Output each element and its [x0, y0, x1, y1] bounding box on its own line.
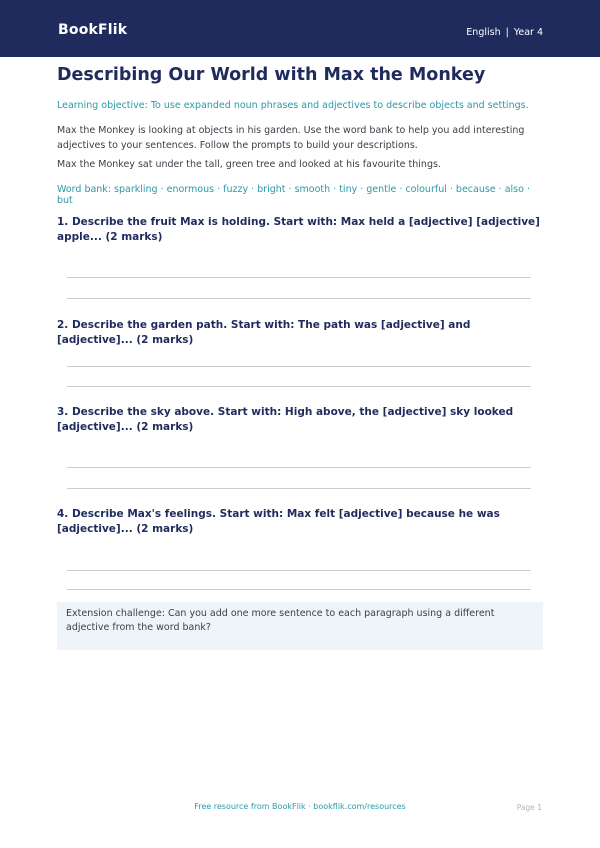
learning-objective: Learning objective: To use expanded noun phrases and adjectives to describe objects and settings.	[57, 100, 529, 111]
subject-year	[466, 27, 543, 38]
page-title: Describing Our World with Max the Monkey	[57, 65, 486, 85]
story-sentence: Max the Monkey sat under the tall, green tree and looked at his favourite things.	[57, 159, 441, 170]
header-bar	[0, 0, 600, 57]
answer-line[interactable]	[67, 488, 531, 489]
answer-line[interactable]	[67, 298, 531, 299]
intro-paragraph: Max the Monkey is looking at objects in his garden. Use the word bank to help you add interesting adjectives to your sentences. Follow the prompts to build your descriptions.	[57, 125, 525, 151]
answer-line[interactable]	[67, 467, 531, 468]
question-1: 1. Describe the fruit Max is holding. Start with: Max held a [adjective] [adjective] apple... (2 marks)	[57, 216, 540, 243]
answer-line[interactable]	[67, 366, 531, 367]
answer-line[interactable]	[67, 589, 531, 590]
question-3: 3. Describe the sky above. Start with: High above, the [adjective] sky looked [adjective]... (2 marks)	[57, 406, 514, 433]
question-4: 4. Describe Max's feelings. Start with: Max felt [adjective] because he was [adjective]... (2 marks)	[57, 508, 500, 535]
subject-label: English	[466, 27, 501, 38]
brand-logo[interactable]: BookFlik	[58, 22, 128, 38]
answer-line[interactable]	[67, 277, 531, 278]
meta-separator: |	[505, 27, 509, 38]
extension-challenge-box: Extension challenge: Can you add one more sentence to each paragraph using a different adjective from the word bank?	[57, 602, 543, 650]
footer-link[interactable]: Free resource from BookFlik · bookflik.com/resources	[194, 802, 406, 811]
page-number: Page 1	[516, 803, 542, 812]
word-bank: Word bank: sparkling · enormous · fuzzy · bright · smooth · tiny · gentle · colourful · because · also · but	[57, 184, 530, 206]
year-label: Year 4	[513, 27, 543, 38]
answer-line[interactable]	[67, 386, 531, 387]
answer-line[interactable]	[67, 570, 531, 571]
question-2: 2. Describe the garden path. Start with: The path was [adjective] and [adjective]... (2 marks)	[57, 319, 471, 346]
